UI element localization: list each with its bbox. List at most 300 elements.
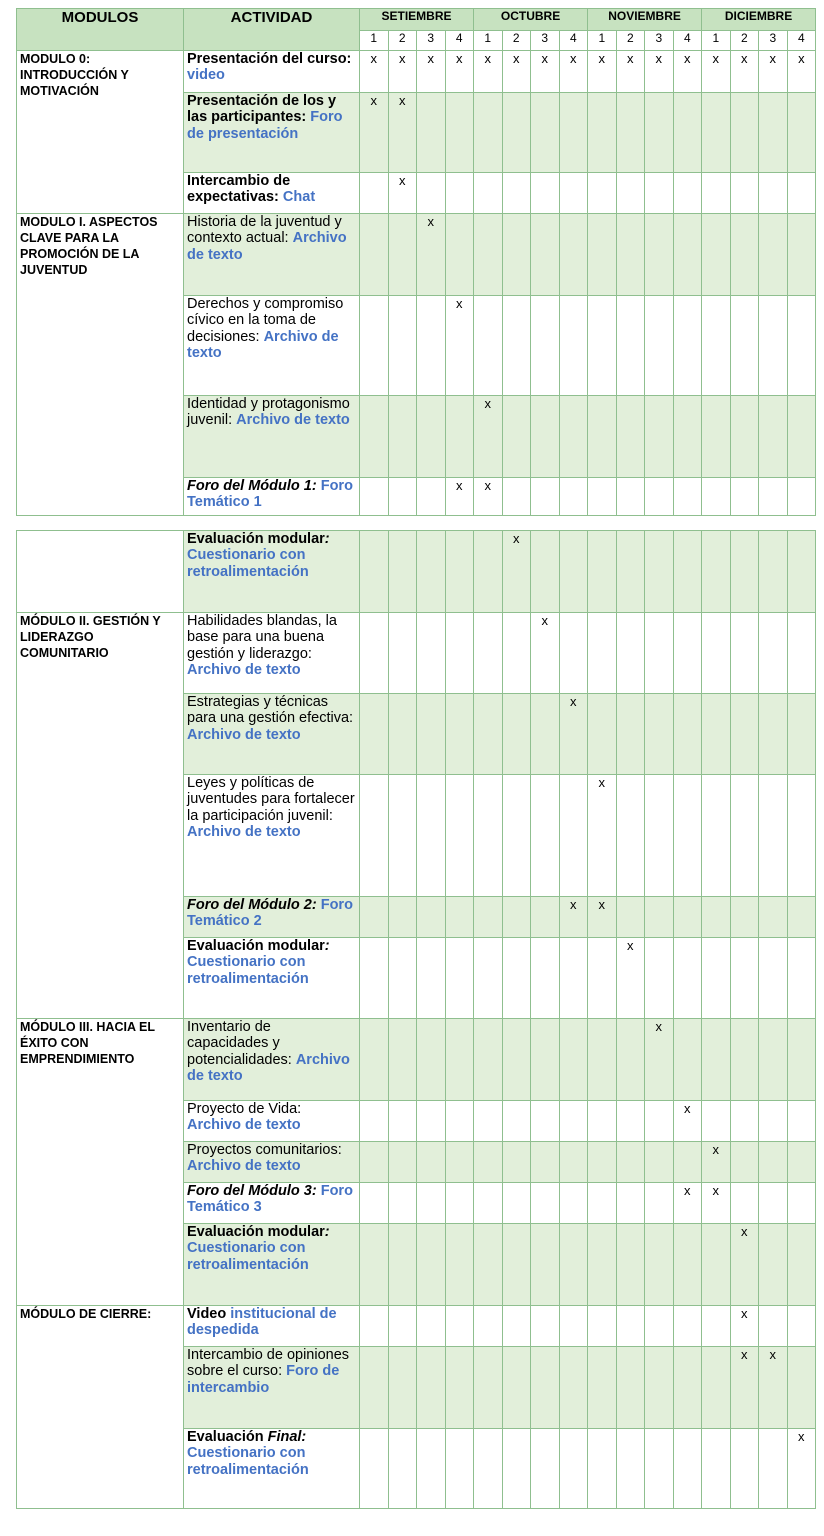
- schedule-mark: x: [484, 396, 492, 411]
- week-cell: [559, 478, 588, 516]
- week-cell: [616, 775, 645, 897]
- header-month: OCTUBRE: [474, 9, 588, 31]
- week-cell: [616, 1019, 645, 1101]
- week-cell: [388, 1224, 417, 1306]
- week-cell: [445, 1183, 474, 1224]
- activity-text: :: [324, 1224, 330, 1240]
- week-cell: [388, 897, 417, 938]
- week-cell: [417, 1101, 446, 1142]
- week-cell: [531, 1101, 560, 1142]
- week-cell: [445, 1224, 474, 1306]
- week-cell: [417, 1224, 446, 1306]
- week-cell: [417, 1429, 446, 1509]
- week-cell: [702, 613, 731, 694]
- resource-link-text: Foro de intercambio: [187, 1363, 340, 1396]
- week-cell: [616, 51, 645, 93]
- week-cell: [787, 694, 816, 775]
- week-cell: [388, 1347, 417, 1429]
- week-cell: [702, 1306, 731, 1347]
- week-cell: [787, 396, 816, 478]
- schedule-mark: x: [769, 1347, 776, 1362]
- module-cell: MODULO I. ASPECTOS CLAVE PARA LA PROMOCIÓN DE LA JUVENTUD: [17, 214, 184, 516]
- week-cell: [588, 1306, 617, 1347]
- table-body-bottom: [17, 531, 816, 1509]
- week-cell: [559, 775, 588, 897]
- week-cell: [645, 1347, 674, 1429]
- schedule-mark: x: [370, 51, 377, 66]
- activity-text: Habilidades blandas, la base para una buena gestión y liderazgo:: [187, 613, 337, 662]
- week-cell: [616, 1306, 645, 1347]
- week-cell: [702, 1101, 731, 1142]
- activity-cell: [184, 897, 360, 938]
- week-cell: [730, 775, 759, 897]
- week-cell: [645, 296, 674, 396]
- resource-link-text: Archivo de texto: [187, 1158, 301, 1175]
- week-cell: [787, 613, 816, 694]
- week-cell: [559, 93, 588, 173]
- week-cell: [502, 1101, 531, 1142]
- week-cell: [417, 1142, 446, 1183]
- resource-link-text: Archivo de texto: [187, 230, 347, 263]
- week-cell: [673, 173, 702, 214]
- schedule-mark: x: [370, 93, 377, 108]
- week-cell: [730, 396, 759, 478]
- activity-text: Evaluación modular: [187, 1224, 325, 1240]
- week-cell: [616, 1183, 645, 1224]
- week-cell: [645, 1429, 674, 1509]
- week-cell: [673, 1101, 702, 1142]
- week-cell: [588, 478, 617, 516]
- activity-text: Proyectos comunitarios:: [187, 1142, 342, 1158]
- week-cell: [360, 897, 389, 938]
- week-cell: [588, 1224, 617, 1306]
- week-cell: [616, 1224, 645, 1306]
- week-cell: [759, 694, 788, 775]
- week-cell: [616, 214, 645, 296]
- week-cell: [360, 214, 389, 296]
- week-cell: [474, 775, 503, 897]
- week-cell: [388, 613, 417, 694]
- schedule-mark: x: [456, 478, 463, 493]
- week-cell: [673, 93, 702, 173]
- week-cell: [645, 173, 674, 214]
- schedule-mark: x: [712, 51, 720, 66]
- schedule-table-top: [16, 8, 816, 516]
- activity-cell: [184, 51, 360, 93]
- week-cell: [388, 1101, 417, 1142]
- week-cell: [787, 938, 816, 1019]
- week-cell: [360, 173, 389, 214]
- week-cell: [616, 531, 645, 613]
- week-cell: [645, 1306, 674, 1347]
- week-cell: [616, 296, 645, 396]
- activity-text: Historia de la juventud y contexto actual:: [187, 214, 342, 247]
- week-cell: [388, 173, 417, 214]
- week-cell: [559, 214, 588, 296]
- activity-text: Intercambio de opiniones sobre el curso:: [187, 1347, 350, 1380]
- week-cell: [787, 1306, 816, 1347]
- week-cell: [474, 897, 503, 938]
- activity-cell: [184, 478, 360, 516]
- week-cell: [417, 1183, 446, 1224]
- week-cell: [673, 1142, 702, 1183]
- activity-cell: [184, 296, 360, 396]
- week-cell: [360, 93, 389, 173]
- week-cell: [759, 296, 788, 396]
- week-cell: [759, 1019, 788, 1101]
- week-cell: [474, 1306, 503, 1347]
- week-cell: [673, 613, 702, 694]
- week-cell: [388, 93, 417, 173]
- schedule-mark: x: [427, 51, 434, 66]
- activity-cell: [184, 775, 360, 897]
- week-cell: [559, 1347, 588, 1429]
- week-cell: [616, 897, 645, 938]
- week-cell: [645, 938, 674, 1019]
- week-cell: [531, 51, 560, 93]
- week-cell: [531, 173, 560, 214]
- activity-cell: [184, 1101, 360, 1142]
- activity-cell: [184, 173, 360, 214]
- week-cell: [388, 478, 417, 516]
- week-cell: [474, 296, 503, 396]
- schedule-mark: x: [484, 478, 492, 493]
- activity-text: Presentación del curso:: [187, 51, 352, 67]
- week-cell: [787, 93, 816, 173]
- week-cell: [531, 478, 560, 516]
- week-cell: [730, 938, 759, 1019]
- week-cell: [616, 1101, 645, 1142]
- week-cell: [559, 51, 588, 93]
- week-cell: [474, 1142, 503, 1183]
- activity-text: Inventario de capacidades y potencialidades:: [187, 1019, 296, 1068]
- week-cell: [559, 1183, 588, 1224]
- week-cell: [759, 1306, 788, 1347]
- schedule-mark: x: [427, 214, 434, 229]
- week-cell: [531, 296, 560, 396]
- week-cell: [759, 1101, 788, 1142]
- week-cell: [673, 938, 702, 1019]
- week-cell: [645, 93, 674, 173]
- week-cell: [502, 1183, 531, 1224]
- week-cell: [787, 531, 816, 613]
- week-cell: [787, 296, 816, 396]
- activity-cell: [184, 1224, 360, 1306]
- schedule-mark: x: [399, 51, 406, 66]
- schedule-mark: x: [741, 1347, 748, 1362]
- schedule-mark: x: [399, 93, 406, 108]
- week-cell: [360, 1306, 389, 1347]
- week-cell: [474, 613, 503, 694]
- week-cell: [474, 531, 503, 613]
- week-cell: [502, 396, 531, 478]
- week-cell: [445, 1306, 474, 1347]
- week-cell: [702, 396, 731, 478]
- week-cell: [531, 897, 560, 938]
- week-cell: [787, 1019, 816, 1101]
- week-cell: [616, 173, 645, 214]
- activity-text: :: [324, 531, 330, 547]
- week-cell: [531, 1306, 560, 1347]
- header-week: 2: [730, 31, 759, 51]
- week-cell: [360, 1224, 389, 1306]
- activity-cell: [184, 93, 360, 173]
- schedule-mark: x: [541, 51, 549, 66]
- activity-cell: [184, 531, 360, 613]
- week-cell: [730, 478, 759, 516]
- week-cell: [588, 396, 617, 478]
- resource-link-text: video: [187, 67, 225, 84]
- week-cell: [616, 478, 645, 516]
- week-cell: [759, 897, 788, 938]
- week-cell: [645, 613, 674, 694]
- module-cell: MODULO 0: INTRODUCCIÓN Y MOTIVACIÓN: [17, 51, 184, 214]
- week-cell: [730, 51, 759, 93]
- week-cell: [360, 396, 389, 478]
- week-cell: [559, 396, 588, 478]
- header-week: 3: [645, 31, 674, 51]
- week-cell: [502, 897, 531, 938]
- header-week: 4: [673, 31, 702, 51]
- week-cell: [588, 1347, 617, 1429]
- week-cell: [531, 214, 560, 296]
- schedule-mark: x: [712, 1183, 719, 1198]
- week-cell: [702, 775, 731, 897]
- week-cell: [588, 613, 617, 694]
- week-cell: [559, 613, 588, 694]
- week-cell: [474, 1183, 503, 1224]
- activity-text: Foro del Módulo 3:: [187, 1183, 321, 1199]
- week-cell: [417, 1019, 446, 1101]
- week-cell: [787, 51, 816, 93]
- week-cell: [616, 938, 645, 1019]
- week-cell: [702, 1142, 731, 1183]
- week-cell: [645, 478, 674, 516]
- table-row: [17, 531, 816, 613]
- week-cell: [759, 214, 788, 296]
- activity-text: Proyecto de Vida:: [187, 1101, 302, 1117]
- week-cell: [759, 173, 788, 214]
- schedule-mark: x: [570, 694, 577, 709]
- week-cell: [502, 1347, 531, 1429]
- module-cell: MÓDULO II. GESTIÓN Y LIDERAZGO COMUNITARIO: [17, 613, 184, 1019]
- week-cell: [673, 897, 702, 938]
- week-cell: [474, 93, 503, 173]
- week-cell: [360, 1183, 389, 1224]
- week-cell: [445, 396, 474, 478]
- table-body-top: [17, 9, 816, 516]
- week-cell: [588, 531, 617, 613]
- week-cell: [787, 897, 816, 938]
- week-cell: [502, 775, 531, 897]
- activity-cell: [184, 1019, 360, 1101]
- week-cell: [588, 897, 617, 938]
- week-cell: [588, 173, 617, 214]
- activity-cell: [184, 1306, 360, 1347]
- week-cell: [673, 214, 702, 296]
- resource-link-text: Cuestionario con retroalimentación: [187, 1445, 309, 1478]
- week-cell: [673, 396, 702, 478]
- activity-cell: [184, 396, 360, 478]
- week-cell: [673, 1183, 702, 1224]
- week-cell: [502, 531, 531, 613]
- week-cell: [645, 396, 674, 478]
- week-cell: [474, 51, 503, 93]
- week-cell: [445, 1347, 474, 1429]
- header-week: 2: [616, 31, 645, 51]
- week-cell: [360, 1019, 389, 1101]
- schedule-mark: x: [570, 51, 577, 66]
- week-cell: [702, 694, 731, 775]
- week-cell: [474, 1347, 503, 1429]
- week-cell: [360, 296, 389, 396]
- week-cell: [559, 1224, 588, 1306]
- week-cell: [759, 531, 788, 613]
- week-cell: [702, 478, 731, 516]
- resource-link-text: Archivo de texto: [236, 412, 350, 429]
- schedule-mark: x: [456, 51, 463, 66]
- schedule-table-bottom: [16, 530, 816, 1509]
- week-cell: [645, 51, 674, 93]
- week-cell: [531, 396, 560, 478]
- resource-link-text: Archivo de texto: [187, 328, 339, 361]
- week-cell: [388, 51, 417, 93]
- week-cell: [588, 938, 617, 1019]
- week-cell: [417, 478, 446, 516]
- activity-text: Presentación de los y las participantes:: [187, 93, 337, 126]
- week-cell: [588, 1183, 617, 1224]
- week-cell: [502, 51, 531, 93]
- activity-text: :: [324, 938, 330, 954]
- activity-text: Derechos y compromiso cívico en la toma de decisiones:: [187, 296, 344, 345]
- week-cell: [588, 214, 617, 296]
- week-cell: [730, 1019, 759, 1101]
- schedule-mark: x: [684, 1101, 691, 1116]
- week-cell: [588, 694, 617, 775]
- activity-text: Evaluación modular: [187, 938, 325, 954]
- week-cell: [445, 1101, 474, 1142]
- resource-link-text: Foro Temático 1: [187, 478, 353, 511]
- week-cell: [559, 1306, 588, 1347]
- week-cell: [702, 1224, 731, 1306]
- week-cell: [502, 93, 531, 173]
- week-cell: [702, 531, 731, 613]
- week-cell: [759, 775, 788, 897]
- week-cell: [702, 296, 731, 396]
- week-cell: [588, 296, 617, 396]
- schedule-mark: x: [570, 897, 577, 912]
- week-cell: [360, 1101, 389, 1142]
- week-cell: [645, 531, 674, 613]
- module-cell: MÓDULO DE CIERRE:: [17, 1306, 184, 1509]
- week-cell: [759, 1429, 788, 1509]
- week-cell: [702, 1347, 731, 1429]
- week-cell: [445, 478, 474, 516]
- week-cell: [388, 296, 417, 396]
- week-cell: [417, 396, 446, 478]
- week-cell: [559, 296, 588, 396]
- week-cell: [559, 938, 588, 1019]
- week-cell: [474, 1101, 503, 1142]
- header-week: 1: [588, 31, 617, 51]
- table-row: [17, 51, 816, 93]
- week-cell: [388, 1019, 417, 1101]
- header-modulos: MODULOS: [17, 9, 184, 51]
- week-cell: [702, 897, 731, 938]
- week-cell: [673, 1306, 702, 1347]
- schedule-mark: x: [399, 173, 406, 188]
- week-cell: [787, 1101, 816, 1142]
- week-cell: [730, 1224, 759, 1306]
- week-cell: [531, 1347, 560, 1429]
- week-cell: [730, 1142, 759, 1183]
- week-cell: [588, 93, 617, 173]
- week-cell: [759, 1183, 788, 1224]
- schedule-mark: x: [741, 1224, 748, 1239]
- week-cell: [445, 93, 474, 173]
- week-cell: [673, 694, 702, 775]
- week-cell: [531, 1429, 560, 1509]
- week-cell: [417, 897, 446, 938]
- week-cell: [588, 1019, 617, 1101]
- week-cell: [388, 1183, 417, 1224]
- table-row: [17, 1019, 816, 1101]
- header-week: 4: [445, 31, 474, 51]
- week-cell: [360, 478, 389, 516]
- week-cell: [588, 1429, 617, 1509]
- week-cell: [474, 396, 503, 478]
- schedule-mark: x: [456, 296, 463, 311]
- week-cell: [588, 1101, 617, 1142]
- header-week: 2: [388, 31, 417, 51]
- week-cell: [730, 93, 759, 173]
- week-cell: [787, 214, 816, 296]
- week-cell: [360, 1347, 389, 1429]
- week-cell: [531, 93, 560, 173]
- module-cell: [17, 531, 184, 613]
- schedule-mark: x: [712, 1142, 719, 1157]
- header-week: 2: [502, 31, 531, 51]
- week-cell: [702, 214, 731, 296]
- week-cell: [417, 296, 446, 396]
- week-cell: [645, 1224, 674, 1306]
- week-cell: [531, 613, 560, 694]
- schedule-mark: x: [655, 1019, 662, 1034]
- week-cell: [502, 1019, 531, 1101]
- schedule-mark: x: [684, 51, 691, 66]
- week-cell: [702, 93, 731, 173]
- resource-link-text: institucional de despedida: [187, 1306, 337, 1339]
- week-cell: [531, 694, 560, 775]
- activity-text: Identidad y protagonismo juvenil:: [187, 396, 350, 429]
- activity-cell: [184, 938, 360, 1019]
- week-cell: [531, 1142, 560, 1183]
- schedule-mark: x: [798, 51, 805, 66]
- schedule-mark: x: [798, 1429, 805, 1444]
- week-cell: [502, 613, 531, 694]
- week-cell: [616, 613, 645, 694]
- week-cell: [559, 173, 588, 214]
- module-cell: MÓDULO III. HACIA EL ÉXITO CON EMPRENDIMIENTO: [17, 1019, 184, 1306]
- week-cell: [445, 531, 474, 613]
- activity-text: Evaluación: [187, 1429, 268, 1445]
- week-cell: [474, 1019, 503, 1101]
- activity-cell: [184, 1429, 360, 1509]
- week-cell: [673, 531, 702, 613]
- week-cell: [616, 1429, 645, 1509]
- week-cell: [417, 775, 446, 897]
- week-cell: [730, 1183, 759, 1224]
